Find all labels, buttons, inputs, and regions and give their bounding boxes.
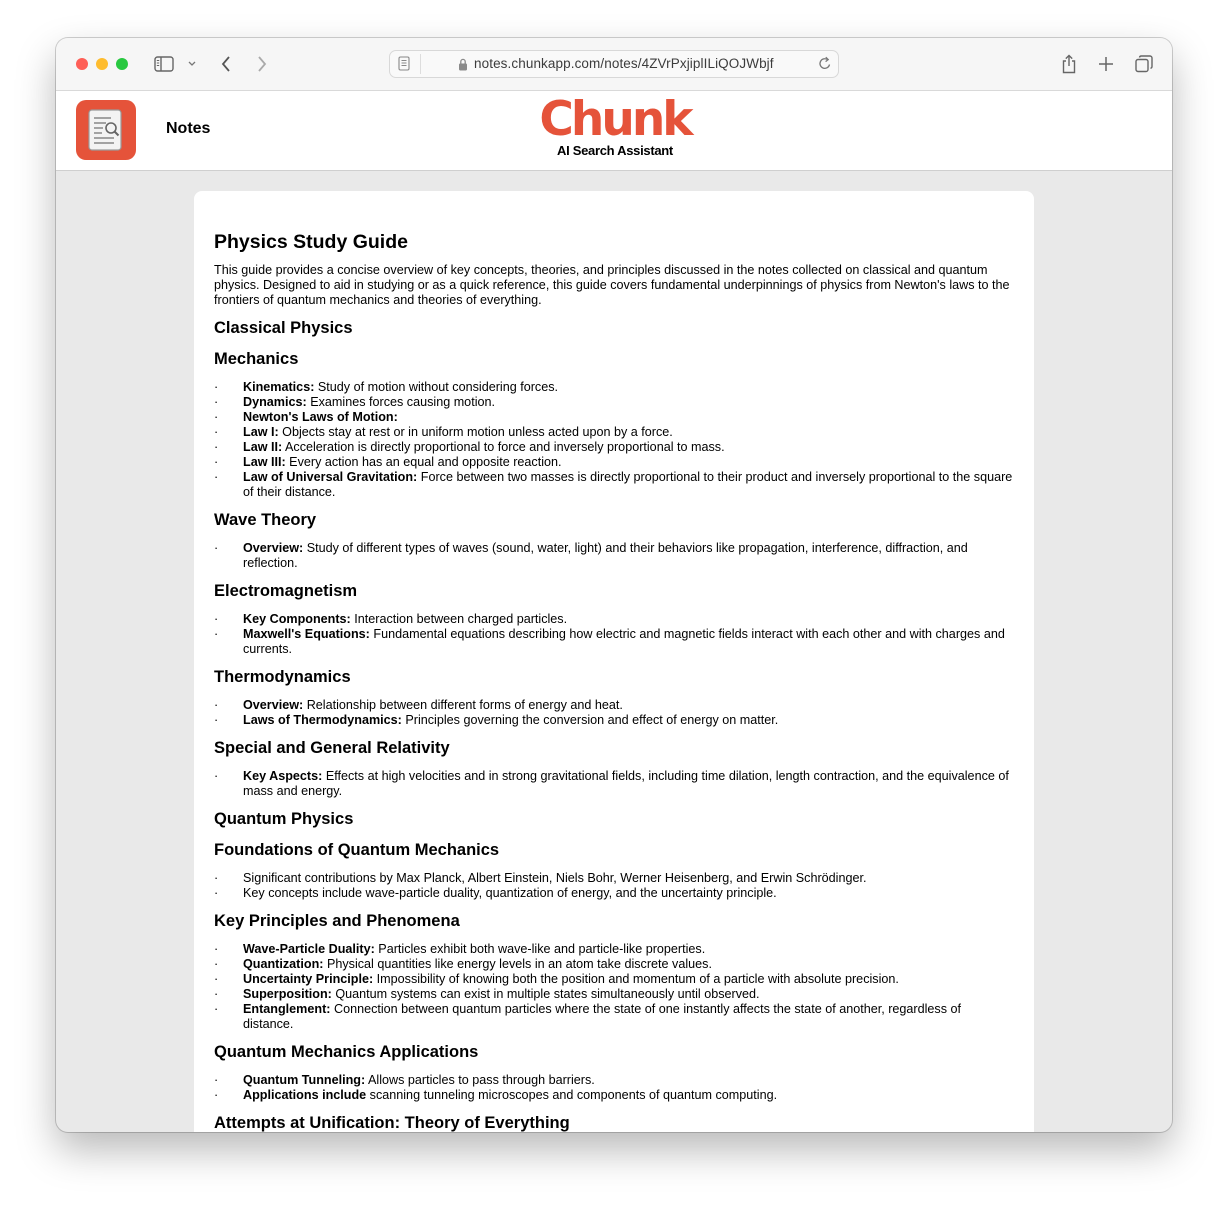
- heading-classical-physics: Classical Physics: [214, 319, 353, 337]
- list-item: · Newton's Laws of Motion:: [214, 410, 1014, 425]
- heading-key-principles: Key Principles and Phenomena: [214, 912, 460, 930]
- zoom-window-button[interactable]: [116, 58, 128, 70]
- list-item: · Applications include scanning tunneling microscopes and components of quantum computing.: [214, 1088, 1014, 1103]
- forward-arrow-icon[interactable]: [254, 52, 270, 76]
- list-item: · Key concepts include wave-particle duality, quantization of energy, and the uncertainty principle.: [214, 886, 1014, 901]
- heading-applications: Quantum Mechanics Applications: [214, 1043, 479, 1061]
- list-item: · Overview: Study of different types of waves (sound, water, light) and their behaviors like propagation, interference, diffraction, and reflection.: [214, 541, 1014, 571]
- heading-wave-theory: Wave Theory: [214, 511, 317, 529]
- url-divider: [420, 54, 421, 74]
- thermodynamics-list: [214, 698, 1014, 728]
- lock-icon: [458, 58, 468, 76]
- heading-thermodynamics: Thermodynamics: [214, 668, 351, 686]
- brand-name: Chunk: [539, 92, 691, 147]
- brand-tagline: AI Search Assistant: [557, 143, 673, 158]
- address-bar[interactable]: [389, 50, 839, 78]
- minimize-window-button[interactable]: [96, 58, 108, 70]
- list-item: · Quantization: Physical quantities like energy levels in an atom take discrete values.: [214, 957, 1014, 972]
- notes-app-icon[interactable]: [76, 100, 136, 160]
- list-item: · Quantum Tunneling: Allows particles to pass through barriers.: [214, 1073, 1014, 1088]
- list-item: · Maxwell's Equations: Fundamental equations describing how electric and magnetic fields interact with each other and with charges and currents.: [214, 627, 1014, 657]
- mechanics-list: [214, 380, 1014, 500]
- intro-paragraph: This guide provides a concise overview of key concepts, theories, and principles discussed in the notes collected on classical and quantum physics. Designed to aid in studying or as a quick reference, this guide covers fundamental underpinnings of physics from Newton's laws to the frontiers of quantum mechanics and theories of everything.: [214, 263, 1010, 307]
- list-item: · Kinematics: Study of motion without considering forces.: [214, 380, 1014, 395]
- list-item: · Superposition: Quantum systems can exist in multiple states simultaneously until observed.: [214, 987, 1014, 1002]
- list-item: · Key Components: Interaction between charged particles.: [214, 612, 1014, 627]
- back-arrow-icon[interactable]: [218, 52, 234, 76]
- chunk-logo: [528, 91, 702, 158]
- list-item: · Law of Universal Gravitation: Force between two masses is directly proportional to their product and inversely proportional to the square of their distance.: [214, 470, 1014, 500]
- browser-window: [56, 38, 1172, 1132]
- url-text: notes.chunkapp.com/notes/4ZVrPxjiplILiQOJWbjf: [474, 56, 774, 71]
- document-title: Physics Study Guide: [214, 231, 408, 253]
- sidebar-toggle-icon[interactable]: [152, 52, 176, 76]
- heading-relativity: Special and General Relativity: [214, 739, 450, 757]
- note-document: [214, 231, 1014, 1132]
- list-item: · Uncertainty Principle: Impossibility of knowing both the position and momentum of a particle with absolute precision.: [214, 972, 1014, 987]
- list-item: · Significant contributions by Max Planck, Albert Einstein, Niels Bohr, Werner Heisenberg, and Erwin Schrödinger.: [214, 871, 1014, 886]
- principles-list: [214, 942, 1014, 1032]
- section-title: Notes: [166, 120, 211, 137]
- list-item: · Key Aspects: Effects at high velocities and in strong gravitational fields, including time dilation, length contraction, and the equivalence of mass and energy.: [214, 769, 1014, 799]
- new-tab-icon[interactable]: [1096, 52, 1116, 76]
- list-item: · Law III: Every action has an equal and opposite reaction.: [214, 455, 1014, 470]
- list-item: · Laws of Thermodynamics: Principles governing the conversion and effect of energy on matter.: [214, 713, 1014, 728]
- list-item: · Law I: Objects stay at rest or in uniform motion unless acted upon by a force.: [214, 425, 1014, 440]
- list-item: · Entanglement: Connection between quantum particles where the state of one instantly affects the state of another, regardless of distance.: [214, 1002, 1014, 1032]
- foundations-list: [214, 871, 1014, 901]
- browser-toolbar: [56, 38, 1172, 91]
- list-item: · Law II: Acceleration is directly proportional to force and inversely proportional to mass.: [214, 440, 1014, 455]
- relativity-list: [214, 769, 1014, 799]
- wave-list: [214, 541, 1014, 571]
- share-icon[interactable]: [1059, 52, 1079, 76]
- note-card: [194, 191, 1034, 1132]
- heading-unification: Attempts at Unification: Theory of Everything: [214, 1114, 570, 1132]
- heading-quantum-physics: Quantum Physics: [214, 810, 354, 828]
- applications-list: [214, 1073, 1014, 1103]
- heading-electromagnetism: Electromagnetism: [214, 582, 358, 600]
- list-item: · Wave-Particle Duality: Particles exhibit both wave-like and particle-like properties.: [214, 942, 1014, 957]
- app-header: [56, 91, 1172, 171]
- page-icon: [398, 56, 410, 76]
- electromagnetism-list: [214, 612, 1014, 657]
- heading-foundations: Foundations of Quantum Mechanics: [214, 841, 500, 859]
- heading-mechanics: Mechanics: [214, 350, 299, 368]
- list-item: · Dynamics: Examines forces causing motion.: [214, 395, 1014, 410]
- close-window-button[interactable]: [76, 58, 88, 70]
- reload-icon[interactable]: [818, 56, 832, 76]
- list-item: · Overview: Relationship between different forms of energy and heat.: [214, 698, 1014, 713]
- chevron-down-icon[interactable]: [186, 52, 198, 76]
- tab-overview-icon[interactable]: [1133, 52, 1155, 76]
